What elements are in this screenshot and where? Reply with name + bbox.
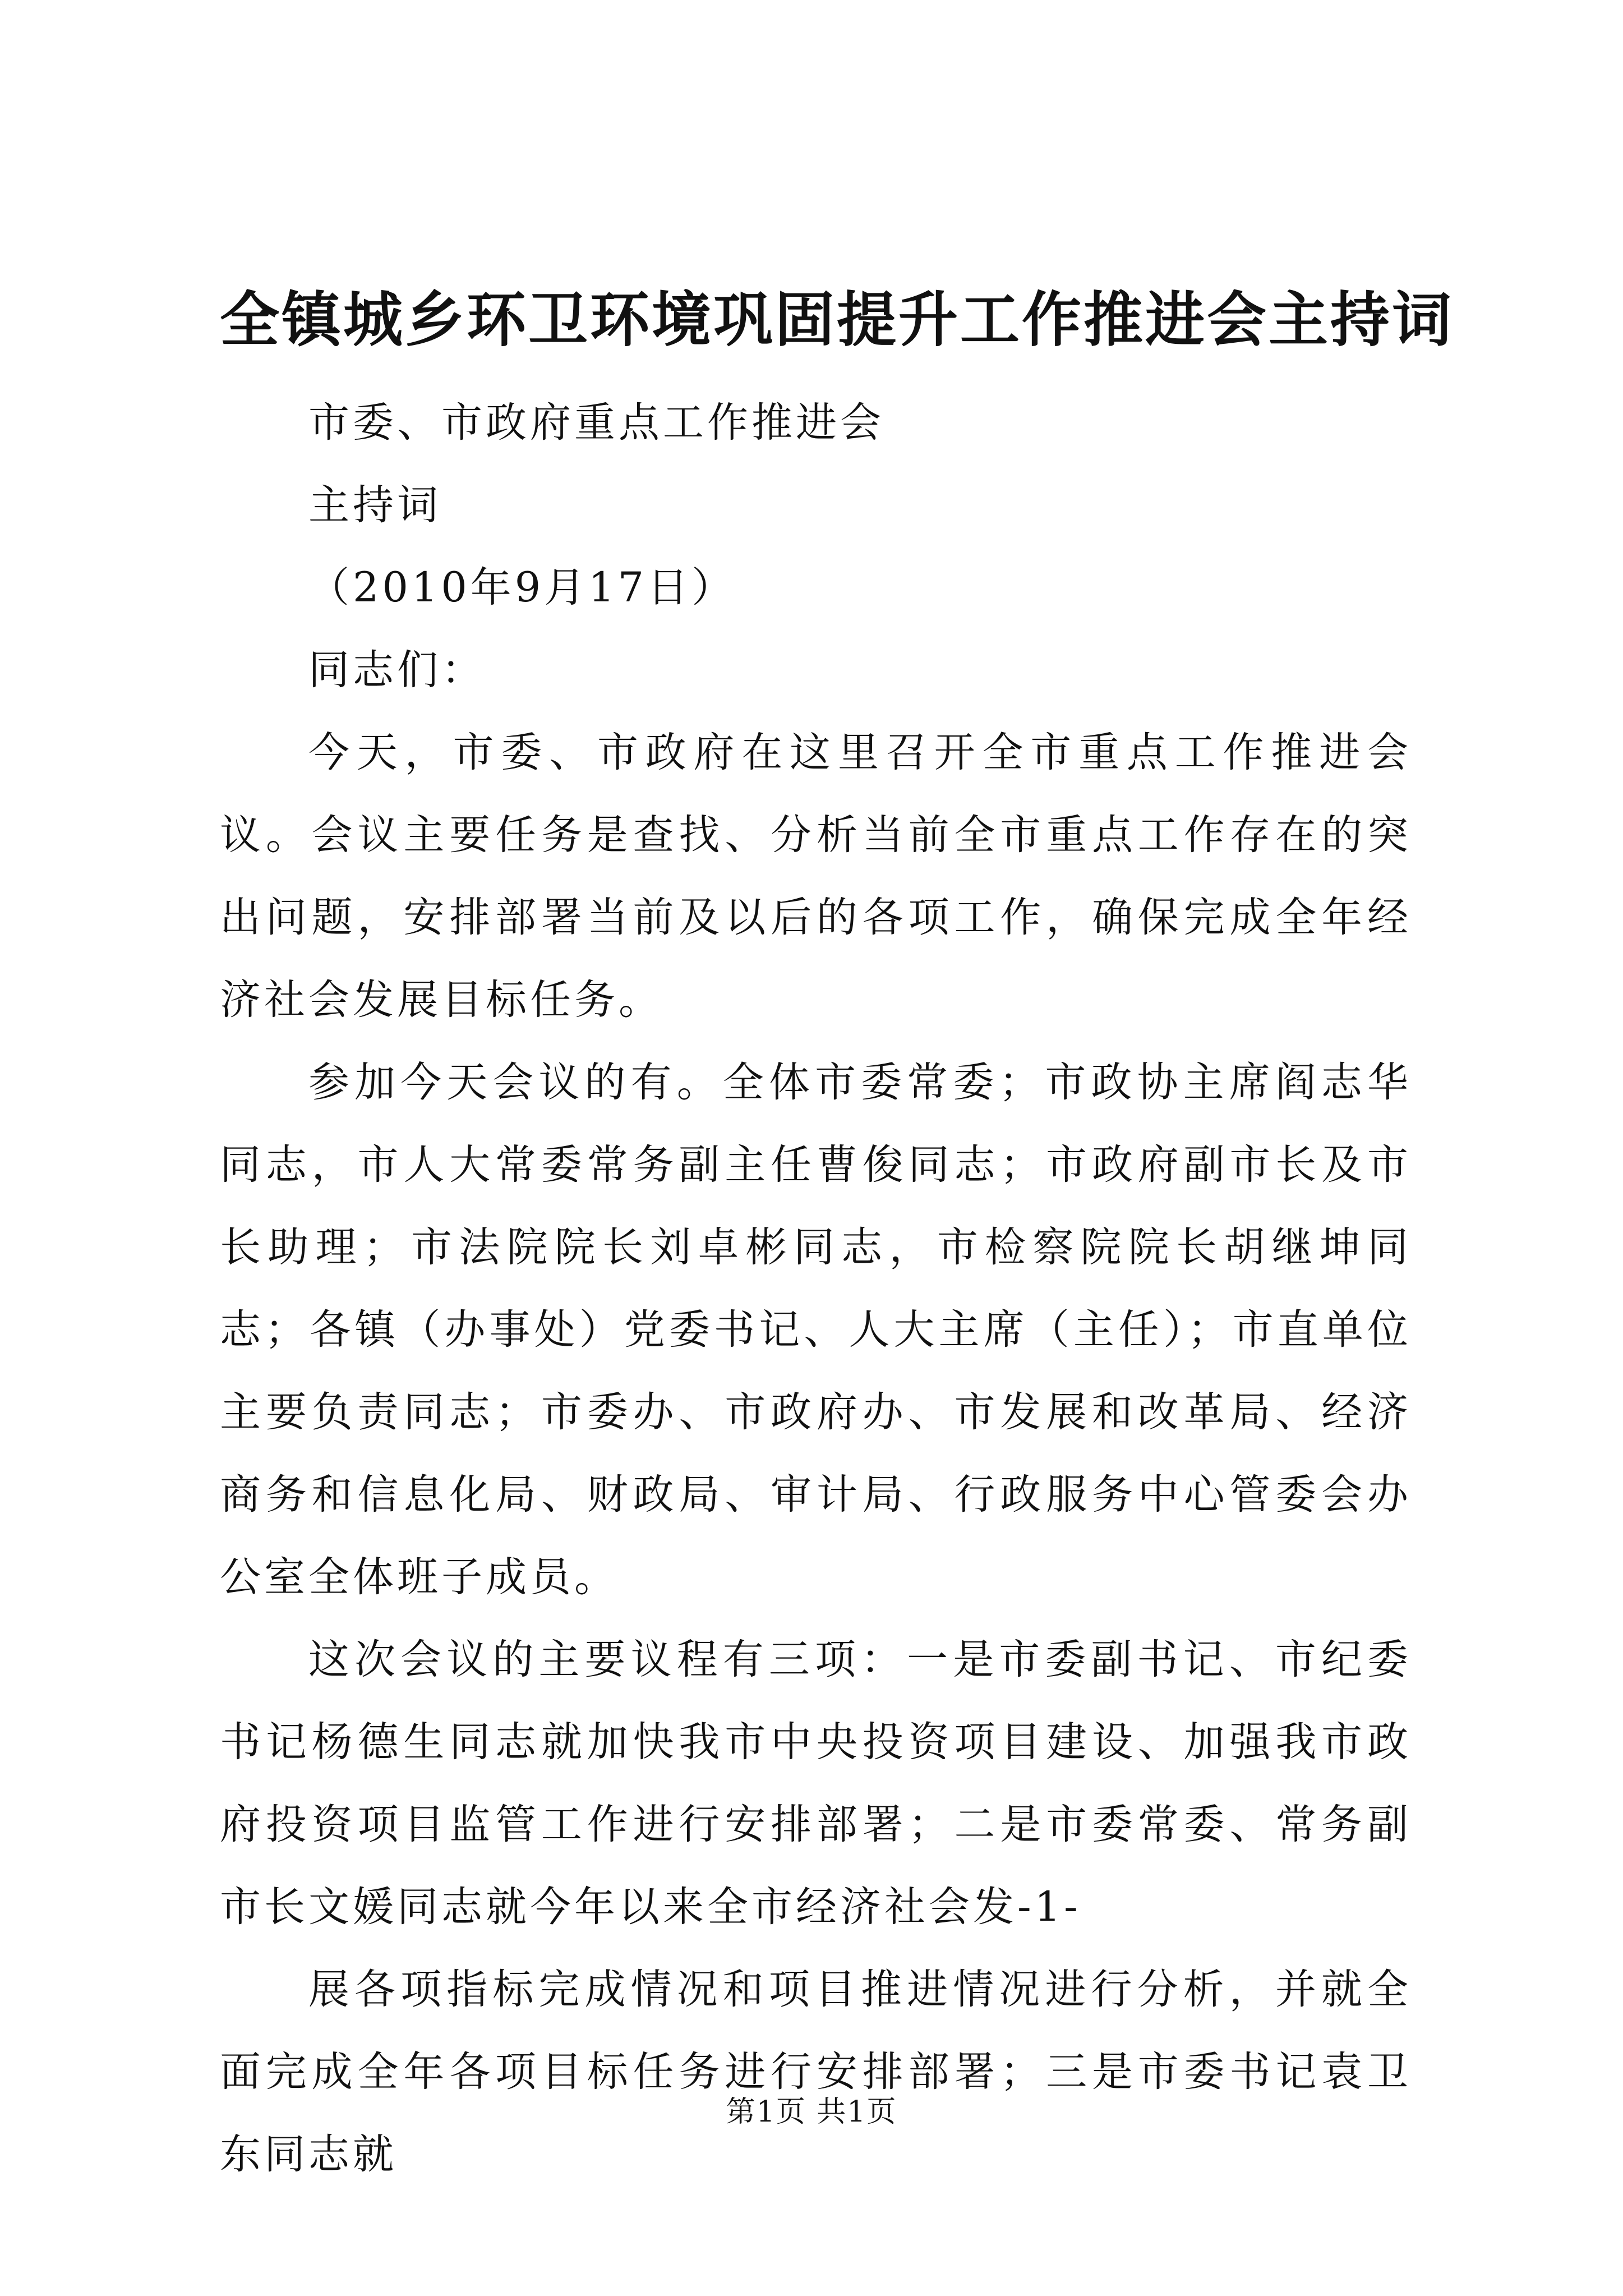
opening-paragraph: 今天，市委、市政府在这里召开全市重点工作推进会议。会议主要任务是查找、分析当前全市重点工作存在的突出问题，安排部署当前及以后的各项工作，确保完成全年经济社会发展目标任务。 <box>220 729 1412 1024</box>
attendees-paragraph: 参加今天会议的有。全体市委常委；市政协主席阎志华同志，市人大常委常务副主任曹俊同志；市政府副市长及市长助理；市法院院长刘卓彬同志，市检察院院长胡继坤同志；各镇（办事处）党委书记、人大主席（主任）；市直单位主要负责同志；市委办、市政府办、市发展和改革局、经济商务和信息化局、财政局、审计局、行政服务中心管委会办公室全体班子成员。 <box>220 1059 1412 1601</box>
salutation-line: 同志们： <box>308 646 486 694</box>
document-body <box>220 381 1412 2196</box>
date-line: （2010年9月17日） <box>308 564 736 611</box>
speech-type-line: 主持词 <box>308 481 441 529</box>
page-footer: 第1页 共1页 <box>726 2095 897 2129</box>
continued-paragraph: 展各项指标完成情况和项目推进情况进行分析，并就全面完成全年各项目标任务进行安排部署；三是市委书记袁卫东同志就 <box>220 1966 1412 2178</box>
document-title: 全镇城乡环卫环境巩固提升工作推进会主持词 <box>220 284 1454 355</box>
meeting-name-line: 市委、市政府重点工作推进会 <box>308 399 884 447</box>
agenda-paragraph: 这次会议的主要议程有三项：一是市委副书记、市纪委书记杨德生同志就加快我市中央投资项目建设、加强我市政府投资项目监管工作进行安排部署；二是市委常委、常务副市长文媛同志就今年以来全市经济社会发-1- <box>220 1636 1412 1931</box>
